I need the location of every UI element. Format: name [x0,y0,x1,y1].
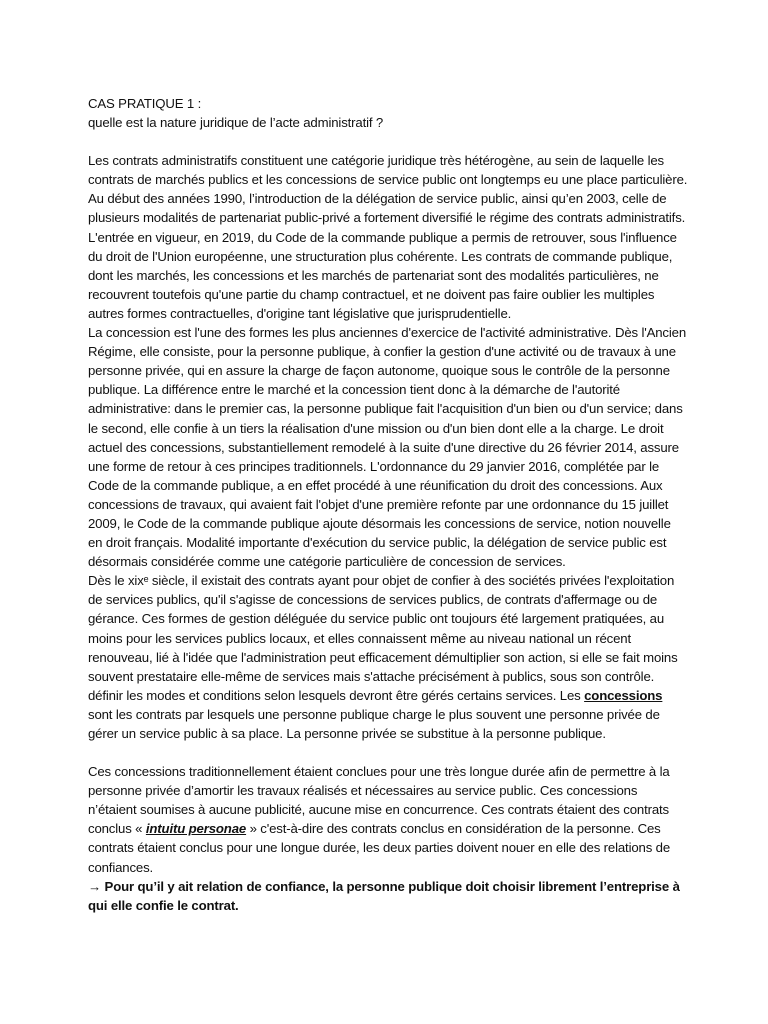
paragraph-7-text: Pour qu’il y ait relation de confiance, la personne publique doit choisir librement l’entreprise à qui elle confie le contrat. [88,878,680,913]
question-line: quelle est la nature juridique de l’acte administratif ? [88,115,384,131]
paragraph-3: La concession est l'une des formes les plus anciennes d'exercice de l'activité administrative. Dès l'Ancien Régime, elle consiste, pour la personne publique, à confier la gestion d'une activité ou de travaux à une personne privée, qui en assure la charge de façon autonome, quoique sous le contrôle de la personne publique. La différence entre le marché et la concession tient donc à la démarche de l'autorité administrative: dans le premier cas, la personne publique fait l'acquisition d'un bien ou d'un service; dans le second, elle confie à un tiers la réalisation d'une mission ou d'un bien dont elle a la charge. Le droit actuel des concessions, substantiellement remodelé à la suite d'une directive du 26 février 2014, assure une forme de retour à ces principes traditionnels. L'ordonnance du 29 janvier 2016, complétée par le Code de la commande publique, a en effet procédé à une réunification du droit des concessions. Aux concessions de travaux, qui avaient fait l'objet d'une première refonte par une ordonnance du 15 juillet 2009, le Code de la commande publique ajoute désormais les concessions de service, notion nouvelle en droit français. Modalité importante d'exécution du service public, la délégation de service public est désormais considérée comme une catégorie particulière de concession de services. [88,325,687,570]
arrow-icon: → [88,878,102,894]
intuitu-personae-term: intuitu personae [145,821,247,837]
paragraph-5 [88,686,688,743]
paragraph-6 [88,762,688,877]
paragraph-2: L'entrée en vigueur, en 2019, du Code de la commande publique a permis de retrouver, sous l'influence du droit de l'Union européenne, une structuration plus cohérente. Les contrats de commande publique, dont les marchés, les concessions et les marchés de partenariat sont des modalités particulières, ne recouvrent toutefois qu'une partie du champ contractuel, et ne doivent pas faire oublier les multiples autres formes contractuelles, d'origine tant législative que jurisprudentielle. [88,229,677,321]
paragraph-5-text-a: définir les modes et conditions selon lesquels devront être gérés certains services. Les [88,687,585,703]
document-page [88,94,688,915]
paragraph-1: Les contrats administratifs constituent une catégorie juridique très hétérogène, au sein de laquelle les contrats de marchés publics et les concessions de service public ont longtemps eu une place particulière. Au début des années 1990, l’introduction de la délégation de service public, ainsi qu’en 2003, celle de plusieurs modalités de partenariat public-privé a fortement diversifié le régime des contrats administratifs. [88,153,688,226]
paragraph-4: Dès le xixᵉ siècle, il existait des contrats ayant pour objet de confier à des sociétés privées l'exploitation de services publics, qu'il s'agisse de concessions de services publics, de contrats d'affermage ou de gérance. Ces formes de gestion déléguée du service public ont toujours été largement pratiquées, au moins pour les services publics locaux, et elles connaissent même au niveau national un récent renouveau, lié à l'idée que l'administration peut efficacement démultiplier son action, si elle se fait moins souvent prestataire elle-même de services mais s'attache précisément à publics, sous son contrôle. [88,573,678,684]
concessions-term: concessions [584,687,663,703]
case-heading: CAS PRATIQUE 1 : [88,96,202,111]
paragraph-6-text-b: » c'est-à-dire des contrats conclus en considération de la personne. Ces contrats étaient conclus pour une longue durée, les deux parties doivent nouer en elle des relations de confiances. [88,821,671,875]
paragraph-5-text-b: sont les contrats par lesquels une personne publique charge le plus souvent une personne privée de gérer un service public à sa place. La personne privée se substitue à la personne publique. [88,706,660,741]
paragraph-7 [88,877,688,915]
paragraph-6-text-a: Ces concessions traditionnellement étaient conclues pour une très longue durée afin de permettre à la personne privée d’amortir les travaux réalisés et nécessaires au service public. Ces concessions n’étaient soumises à aucune publicité, aucune mise en concurrence. Ces contrats étaient des contrats conclus « [88,764,670,837]
